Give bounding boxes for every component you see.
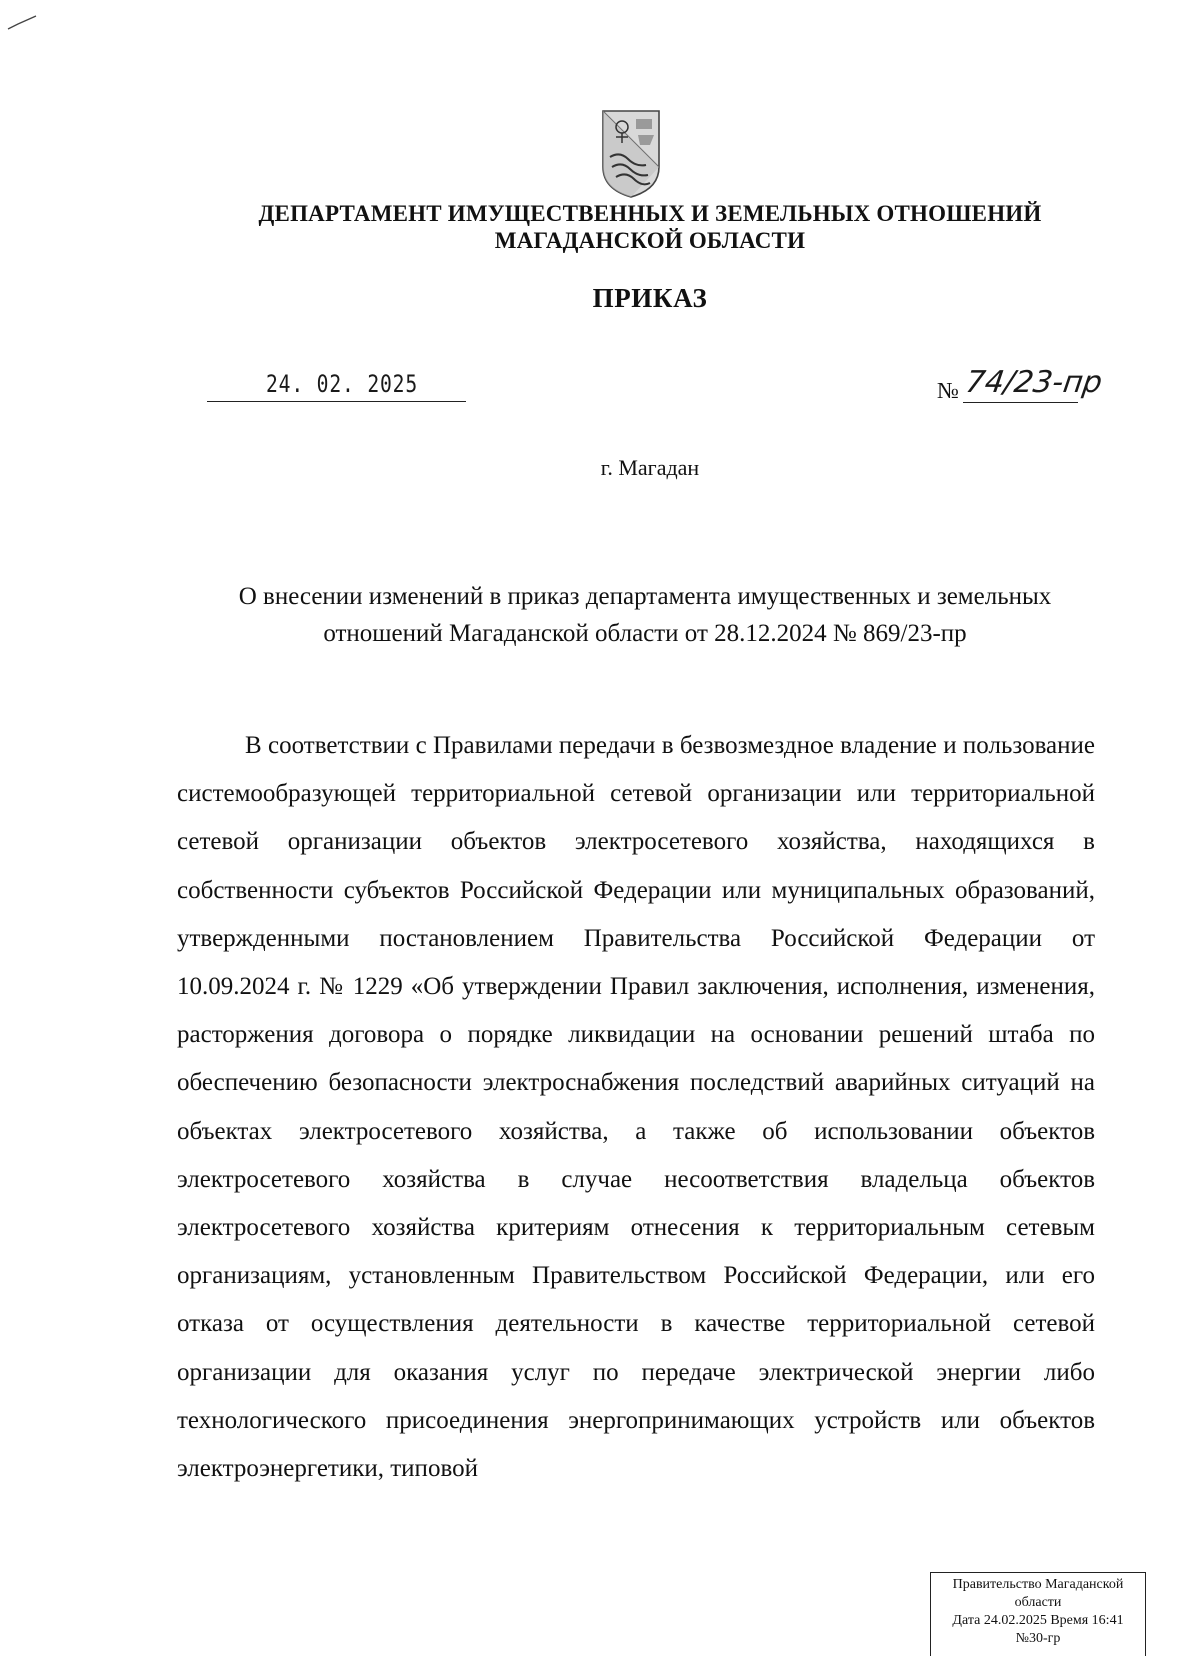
coat-of-arms-icon bbox=[600, 109, 662, 199]
order-subject bbox=[170, 578, 1120, 652]
stamp-line-4: №30-гр bbox=[1015, 1631, 1061, 1646]
department-line-2: МАГАДАНСКОЙ ОБЛАСТИ bbox=[494, 228, 806, 253]
number-label: № bbox=[937, 378, 959, 403]
order-date: 24. 02. 2025 bbox=[266, 370, 419, 398]
date-underline bbox=[207, 401, 466, 402]
subject-line-1: О внесении изменений в приказ департамента имущественных и земельных bbox=[238, 583, 1052, 610]
document-type-title: ПРИКАЗ bbox=[592, 283, 708, 313]
number-underline bbox=[963, 402, 1078, 403]
stamp-line-2: области bbox=[1014, 1595, 1062, 1610]
stamp-line-1: Правительство Магаданской bbox=[952, 1577, 1124, 1592]
scan-mark-icon bbox=[6, 14, 40, 32]
stamp-line-3: Дата 24.02.2025 Время 16:41 bbox=[952, 1613, 1124, 1628]
body-paragraph: В соответствии с Правилами передачи в безвозмездное владение и пользование системообразующей территориальной сетевой организации или территориальной сетевой организации объектов электросетевого хозяйства, находящихся в собственности субъектов Российской Федерации или муниципальных образований, утвержденными постановлением Правительства Российской Федерации от 10.09.2024 г. № 1229 «Об утверждении Правил заключения, исполнения, изменения, расторжения договора о порядке ликвидации на основании решений штаба по обеспечению безопасности электроснабжения последствий аварийных ситуаций на объектах электросетевого хозяйства, а также об использовании объектов электросетевого хозяйства в случае несоответствия владельца объектов электросетевого хозяйства критериям отнесения к территориальным сетевым организациям, установленным Правительством Российской Федерации, или его отказа от осуществления деятельности в качестве территориальной сетевой организации для оказания услуг по передаче электрической энергии либо технологического присоединения энергопринимающих устройств или объектов электроэнергетики, типовой bbox=[177, 732, 1095, 1483]
registration-stamp bbox=[930, 1572, 1146, 1656]
department-line-1: ДЕПАРТАМЕНТ ИМУЩЕСТВЕННЫХ И ЗЕМЕЛЬНЫХ ОТНОШЕНИЙ bbox=[258, 201, 1042, 226]
city-line: г. Магадан bbox=[600, 455, 700, 480]
order-number: 74/23-пр bbox=[963, 365, 1105, 400]
subject-line-2: отношений Магаданской области от 28.12.2024 № 869/23-пр bbox=[323, 620, 967, 647]
department-title bbox=[100, 200, 1200, 254]
